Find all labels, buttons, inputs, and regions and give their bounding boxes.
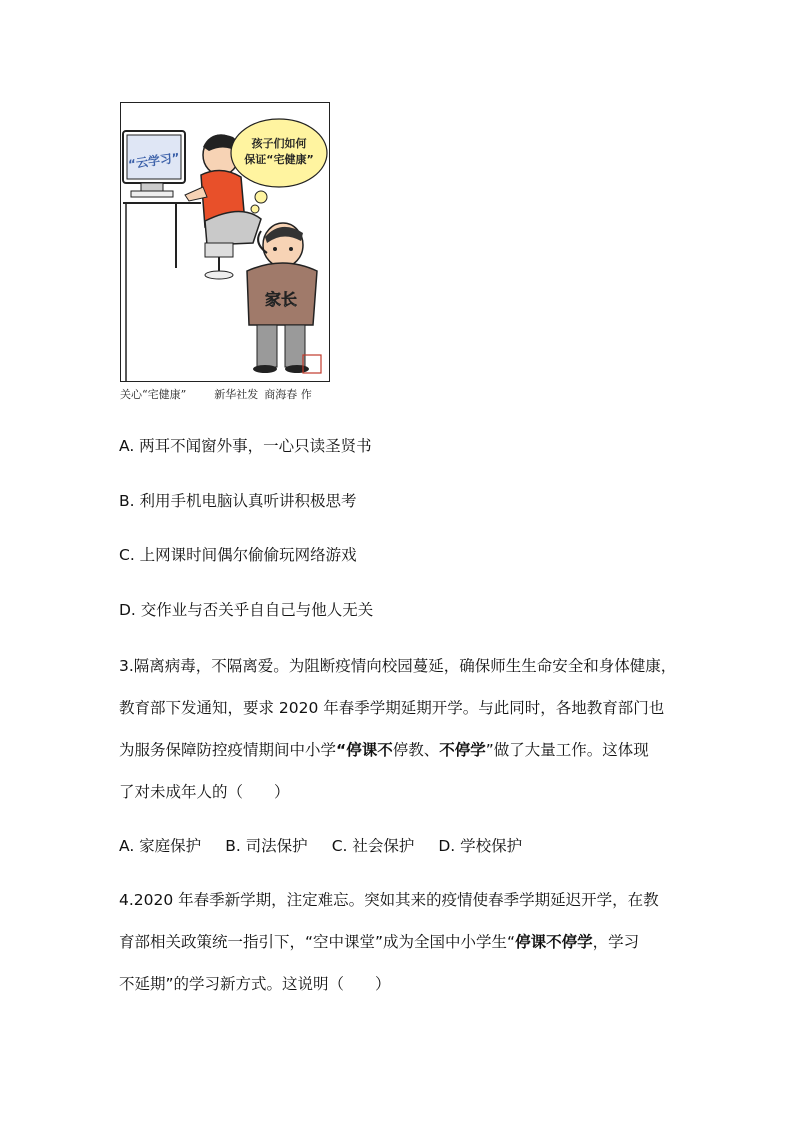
q4-line-2-post: ，学习 — [592, 933, 640, 951]
q4-line-2 — [119, 930, 639, 952]
q3-line-3-mid: 停教、 — [392, 741, 440, 759]
cartoon-illustration — [120, 102, 330, 382]
q3-quote-open: “ — [336, 741, 347, 759]
q3-line-1: 3.隔离病毒，不隔离爱。为阻断疫情向校园蔓延，确保师生生命安全和身体健康， — [119, 657, 677, 675]
q4-line-1: 4.2020 年春季新学期，注定难忘。突如其来的疫情使春季学期延迟开学，在教 — [119, 891, 659, 909]
q2-option-d: D. 交作业与否关乎自自己与他人无关 — [119, 601, 374, 619]
q3-option-a: A. 家庭保护 — [119, 837, 202, 855]
q2-option-a: A. 两耳不闻窗外事，一心只读圣贤书 — [119, 437, 372, 455]
parent-label: 家长 — [264, 290, 298, 309]
q3-option-c: C. 社会保护 — [331, 837, 415, 855]
screen-text: “云学习” — [127, 150, 181, 172]
thought-line-2: 保证“宅健康” — [244, 153, 314, 166]
caption-author: 商海春 作 — [264, 388, 312, 401]
q4-line-3: 不延期”的学习新方式。这说明（ ） — [119, 975, 391, 993]
q3-bold-2: 不停学 — [439, 741, 486, 759]
caption-source: 新华社发 — [214, 388, 259, 401]
q2-option-c: C. 上网课时间偶尔偷偷玩网络游戏 — [119, 546, 357, 564]
q4-bold: 停课不停学 — [515, 933, 593, 951]
q2-option-b: B. 利用手机电脑认真听讲积极思考 — [119, 492, 357, 510]
q3-bold-1: 停课不 — [346, 741, 393, 759]
thought-line-1: 孩子们如何 — [251, 137, 307, 150]
q4-line-2-pre: 育部相关政策统一指引下，“空中课堂”成为全国中小学生“ — [119, 933, 516, 951]
cartoon-caption — [120, 386, 312, 402]
q3-line-4: 了对未成年人的（ ） — [119, 783, 290, 801]
q3-line-3-pre: 为服务保障防控疫情期间中小学 — [119, 741, 337, 759]
q3-option-b: B. 司法保护 — [225, 837, 308, 855]
caption-title: 关心“宅健康” — [120, 388, 187, 401]
q3-options — [119, 834, 522, 856]
q3-line-3-post: ”做了大量工作。这体现 — [485, 741, 649, 759]
q3-option-d: D. 学校保护 — [438, 837, 523, 855]
cartoon-drawing — [121, 103, 329, 381]
q3-line-3 — [119, 738, 649, 760]
q3-line-2: 教育部下发通知，要求 2020 年春季学期延期开学。与此同时，各地教育部门也 — [119, 699, 665, 717]
